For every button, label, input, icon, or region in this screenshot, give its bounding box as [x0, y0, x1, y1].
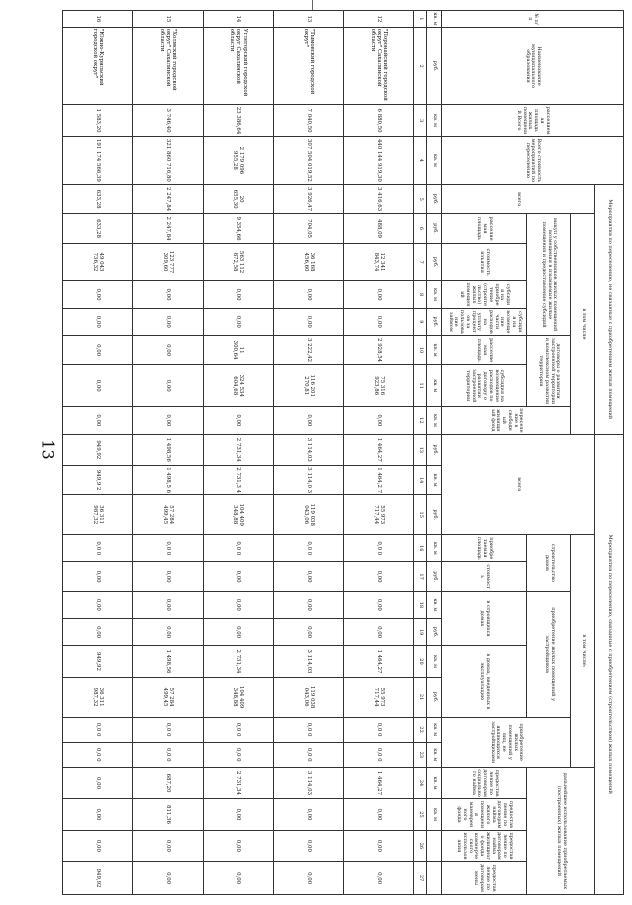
unit-m2: кв. м: [426, 717, 441, 742]
column-number: 13: [414, 434, 426, 465]
cell-c26: 0,00: [133, 830, 203, 861]
cell-c25: 0,00: [344, 799, 414, 830]
cell-c7: 563 112 872,58: [203, 243, 273, 281]
rotated-sheet: [62, 10, 624, 895]
unit-rub: руб.: [426, 619, 441, 646]
municipality-name: Углегорский городской округ Сахалинской области: [203, 27, 273, 105]
cell-c27: 0,00: [133, 862, 203, 895]
unit-m2: кв. м: [426, 646, 441, 677]
cell-c22: 0,0 0: [273, 717, 343, 742]
header-use-commercial: предоставление по договорам найма жилищного фонда коммерческого использования: [441, 830, 526, 861]
cell-c13: 3 114,03: [273, 434, 343, 465]
column-number: 16: [414, 535, 426, 562]
cell-c4: 440 144 919,30: [344, 136, 414, 184]
cell-c23: 0,0 0: [273, 742, 343, 767]
column-numbers-row: [414, 11, 426, 895]
header-contracts: договоры о развитии застроенной территории и комплексном развитии территории: [527, 335, 571, 406]
unit-m2: кв. м: [426, 742, 441, 767]
cell-c19: 0,00: [344, 619, 414, 646]
cell-c12: 0,00: [344, 407, 414, 434]
cell-c11: 324 534 604,68: [203, 365, 273, 407]
column-number: 22: [414, 717, 426, 742]
cell-c8: 0,00: [344, 281, 414, 308]
header-stoim-izyatiya: стоимость изъятия: [441, 243, 526, 281]
column-number: 20: [414, 646, 426, 677]
table-sheet: [62, 10, 624, 895]
cell-c15: 57 284 499,45: [133, 495, 203, 535]
table-row: [133, 11, 203, 895]
column-number: 9: [414, 308, 426, 335]
cell-c21: 36 311 987,32: [63, 677, 133, 717]
cell-c19: 0,00: [133, 619, 203, 646]
cell-c26: 0,00: [63, 830, 133, 861]
header-in-commissioned: в домах, введенных в эксплуатацию: [441, 646, 526, 717]
header-group-a-total: всего: [441, 185, 594, 214]
data-rows: [63, 11, 414, 895]
cell-c14: 1 498,5 6: [133, 465, 203, 494]
column-number: 7: [414, 243, 426, 281]
cell-c7: 49 043 736,32: [63, 243, 133, 281]
column-number: 10: [414, 335, 426, 364]
cell-c5: 20 655,30: [203, 185, 273, 214]
cell-c17: 0,00: [203, 562, 273, 591]
cell-c6: 2 247,84: [133, 214, 203, 243]
column-number: 11: [414, 365, 426, 407]
cell-c21: 55 973 717,44: [344, 677, 414, 717]
header-relocation-fund: переселение в свободный жилищный фонд: [441, 407, 570, 434]
cell-c20: 1 464,27: [344, 646, 414, 677]
cell-c16: 0,0 0: [344, 535, 414, 562]
unit-rub: руб.: [426, 243, 441, 281]
header-group-b: Мероприятия по переселению, связанные с приобретением (строительством) жилых помещений: [595, 434, 624, 894]
cell-c27: 0,00: [203, 862, 273, 895]
cell-c27: 0,00: [344, 862, 414, 895]
column-number: 19: [414, 619, 426, 646]
cell-c18: 0,00: [63, 591, 133, 618]
cell-c16: 0,0 0: [133, 535, 203, 562]
header-group-a-incl: в том числе: [571, 214, 595, 434]
cell-c27: 949,92: [63, 862, 133, 895]
row-number: 13: [273, 11, 343, 28]
cell-c23: 0,0 0: [203, 742, 273, 767]
unit-rub: руб.: [426, 677, 441, 717]
unit-m2: кв. м: [426, 136, 441, 184]
unit-rub: руб.: [426, 495, 441, 535]
cell-c10: 0,00: [133, 335, 203, 364]
cell-c21: 104 409 348,88: [203, 677, 273, 717]
cell-c12: 0,00: [133, 407, 203, 434]
empty-unit-1: [426, 830, 441, 861]
cell-c17: 0,00: [344, 562, 414, 591]
header-group-b-total: всего: [441, 434, 594, 535]
cell-c24: 0,00: [63, 767, 133, 798]
cell-c9: 0,00: [273, 308, 343, 335]
cell-c4: 321 860 716,80: [133, 136, 203, 184]
cell-c12: 0,00: [63, 407, 133, 434]
header-total-area: расселяемая площадь жилых помещений Всего: [441, 105, 623, 136]
cell-c3: 1 583,20: [63, 105, 133, 136]
cell-c11: 0,00: [133, 365, 203, 407]
cell-c17: 0,00: [273, 562, 343, 591]
cell-c9: 0,00: [133, 308, 203, 335]
cell-c23: 0,0 0: [63, 742, 133, 767]
column-number: 5: [414, 185, 426, 214]
cell-c8: 0,00: [133, 281, 203, 308]
cell-c11: 75 316 923,86: [344, 365, 414, 407]
column-number: 25: [414, 799, 426, 830]
cell-c27: 0,00: [273, 862, 343, 895]
cell-c4: 2 179 096 955,28: [203, 136, 273, 184]
cell-c5: 633,28: [63, 185, 133, 214]
cell-c18: 0,00: [344, 591, 414, 618]
cell-c10: 2 928,54: [344, 335, 414, 364]
cell-c13: 1 464,27: [344, 434, 414, 465]
cell-c13: 2 731,34: [203, 434, 273, 465]
header-buyout: выкуп у собственников жилых помещений возмещения в изымаемые жилые помещения и предоставление субсидий: [527, 214, 571, 336]
cell-c7: 36 168 456,60: [273, 243, 343, 281]
table-row: [344, 11, 414, 895]
header-construction: строительство домов: [527, 535, 571, 592]
unit-m2: кв. м: [426, 365, 441, 407]
header-in-built: в строящихся домах: [441, 591, 526, 646]
cell-c17: 0,00: [63, 562, 133, 591]
cell-c17: 0,00: [133, 562, 203, 591]
row-number: 14: [203, 11, 273, 28]
cell-c6: 633,28: [63, 214, 133, 243]
municipality-name: "Холмский городской округ" Сахалинской области: [133, 27, 203, 105]
column-number: 24: [414, 767, 426, 798]
cell-c15: 36 311 987,32: [63, 495, 133, 535]
cell-c20: 3 114,03: [273, 646, 343, 677]
cell-c7: 12 341 843,74: [344, 243, 414, 281]
header-acq-area-construct: приобретаемая площадь: [441, 535, 526, 562]
cell-c25: 0,00: [63, 799, 133, 830]
header-no: № п/п: [441, 11, 623, 28]
cell-c7: 123 777 309,60: [133, 243, 203, 281]
cell-c25: 0,00: [273, 799, 343, 830]
cell-c15: 55 973 717,44: [344, 495, 414, 535]
cell-c21: 57 284 499,45: [133, 677, 203, 717]
unit-m2: кв. м: [426, 465, 441, 494]
cell-c3: 6 880,50: [344, 105, 414, 136]
unit-m2: кв. м: [426, 11, 441, 28]
column-number: 17: [414, 562, 426, 591]
header-from-persons: приобретение жилых помещений у лиц, не являющихся застройщиками: [441, 717, 570, 767]
cell-c10: 3 222,42: [273, 335, 343, 364]
column-number: 1: [414, 11, 426, 28]
unit-m2: кв. м: [426, 407, 441, 434]
cell-c9: 0,00: [63, 308, 133, 335]
header-cost-construct: стоимость: [441, 562, 526, 591]
cell-c15: 104 409 348,88: [203, 495, 273, 535]
cell-c26: 0,00: [203, 830, 273, 861]
cell-c10: 0,00: [63, 335, 133, 364]
column-number: 3: [414, 105, 426, 136]
cell-c18: 0,00: [273, 591, 343, 618]
column-number: 6: [414, 214, 426, 243]
column-number: 23: [414, 742, 426, 767]
cell-c14: 3 114,0 3: [273, 465, 343, 494]
cell-c4: 191 174 566,39: [63, 136, 133, 184]
cell-c9: 0,00: [203, 308, 273, 335]
cell-c13: 949,92: [63, 434, 133, 465]
cell-c21: 119 038 043,06: [273, 677, 343, 717]
unit-m2: кв. м: [426, 105, 441, 136]
cell-c14: 1 464,2 7: [344, 465, 414, 494]
cell-c23: 0,0 0: [344, 742, 414, 767]
cell-c24: 1 464,27: [344, 767, 414, 798]
header-rasel-area-a: расселяемая площадь: [441, 214, 526, 243]
cell-c12: 0,00: [203, 407, 273, 434]
column-number: 2: [414, 27, 426, 105]
header-use-social: предоставление по договорам социального найма: [441, 767, 526, 798]
unit-m2: кв. м: [426, 281, 441, 308]
header-use-fund: предоставление по договорам найма жилого помещения маневренного фонда: [441, 799, 526, 830]
municipality-name: "Южно-Курильский городской округ": [63, 27, 133, 105]
unit-rub: руб.: [426, 562, 441, 591]
unit-rub: руб.: [426, 434, 441, 465]
unit-rub: руб.: [426, 27, 441, 105]
resettlement-table: [62, 10, 624, 895]
cell-c19: 0,00: [273, 619, 343, 646]
header-total-cost: Всего стоимость мероприятий по переселению: [441, 136, 623, 184]
unit-rub: руб.: [426, 185, 441, 214]
cell-c3: 3 746,40: [133, 105, 203, 136]
table-row: [273, 11, 343, 895]
unit-rub: руб.: [426, 308, 441, 335]
cell-c25: 0,00: [203, 799, 273, 830]
cell-c13: 1 498,56: [133, 434, 203, 465]
cell-c4: 307 504 019,52: [273, 136, 343, 184]
cell-c11: 116 201 270,81: [273, 365, 343, 407]
cell-c14: 949,9 2: [63, 465, 133, 494]
cell-c19: 0,00: [203, 619, 273, 646]
cell-c22: 0,0 0: [203, 717, 273, 742]
empty-unit-2: [426, 862, 441, 895]
cell-c5: 3 416,63: [344, 185, 414, 214]
cell-c22: 0,0 0: [133, 717, 203, 742]
row-number: 16: [63, 11, 133, 28]
column-number: 26: [414, 830, 426, 861]
row-number: 12: [344, 11, 414, 28]
header-municipality: Наименование муниципального образования: [441, 27, 623, 105]
column-number: 4: [414, 136, 426, 184]
header-sub-remaining: дальнейшее использование приобретаемых (построенных) жилых помещений: [527, 767, 595, 894]
cell-c6: 9 354,66: [203, 214, 273, 243]
municipality-name: "Поронайский городской округ" Сахалинской области: [344, 27, 414, 105]
scan-mark: [312, 0, 313, 10]
column-number: 8: [414, 281, 426, 308]
unit-m2: кв. м: [426, 591, 441, 618]
header-subsidy-acq: субсидия на приобретение (строительство) жилых помещений: [441, 281, 526, 308]
municipality-name: "Тымовский городской округ": [273, 27, 343, 105]
column-number: 12: [414, 407, 426, 434]
column-number: 18: [414, 591, 426, 618]
cell-c15: 119 038 043,06: [273, 495, 343, 535]
cell-c24: 687,20: [133, 767, 203, 798]
cell-c18: 0,00: [203, 591, 273, 618]
cell-c20: 949,92: [63, 646, 133, 677]
header-subsidy-part: субсидия на возмещение части расходов на уплату процентов за пользование займом: [441, 308, 526, 335]
cell-c16: 0,0 0: [273, 535, 343, 562]
column-number: 21: [414, 677, 426, 717]
header-subsidy-contract: субсидия на возмещение расходов по договору о развитии застроенной территории: [441, 365, 526, 407]
cell-c16: 0,0 0: [203, 535, 273, 562]
cell-c22: 0,0 0: [63, 717, 133, 742]
cell-c23: 0,0 0: [133, 742, 203, 767]
header-acquisition: приобретение жилых помещений у застройщиков: [527, 591, 571, 717]
cell-c6: 488,09: [344, 214, 414, 243]
cell-c14: 2 731,3 4: [203, 465, 273, 494]
unit-rub: руб.: [426, 214, 441, 243]
cell-c26: 0,00: [344, 830, 414, 861]
cell-c3: 7 040,50: [273, 105, 343, 136]
row-number: 15: [133, 11, 203, 28]
header-use-exchange: предоставление по договорам мены: [441, 862, 526, 895]
table-row: [203, 11, 273, 895]
cell-c12: 0,00: [273, 407, 343, 434]
unit-m2: кв. м: [426, 767, 441, 798]
cell-c3: 23 386,64: [203, 105, 273, 136]
column-number: 27: [414, 862, 426, 895]
cell-c24: 3 114,03: [273, 767, 343, 798]
column-number: 14: [414, 465, 426, 494]
cell-c8: 0,00: [63, 281, 133, 308]
header-group-b-incl: в том числе:: [571, 535, 595, 768]
cell-c25: 811,36: [133, 799, 203, 830]
cell-c11: 0,00: [63, 365, 133, 407]
table-row: [63, 11, 133, 895]
cell-c18: 0,00: [133, 591, 203, 618]
cell-c20: 2 731,34: [203, 646, 273, 677]
cell-c26: 0,00: [273, 830, 343, 861]
unit-m2: кв. м: [426, 335, 441, 364]
cell-c8: 0,00: [273, 281, 343, 308]
cell-c5: 2 247,84: [133, 185, 203, 214]
cell-c8: 0,00: [203, 281, 273, 308]
header-rasel-area-c: расселяемая площадь: [441, 335, 526, 364]
header-group-a: Мероприятия по переселению, не связанные с приобретением жилых помещений: [595, 185, 624, 435]
cell-c10: 11 300,64: [203, 335, 273, 364]
cell-c5: 3 926,47: [273, 185, 343, 214]
page-number: 13: [38, 439, 58, 460]
unit-m2: кв. м: [426, 535, 441, 562]
cell-c22: 0,0 0: [344, 717, 414, 742]
cell-c9: 0,00: [344, 308, 414, 335]
cell-c24: 2 731,34: [203, 767, 273, 798]
cell-c16: 0,0 0: [63, 535, 133, 562]
cell-c6: 704,05: [273, 214, 343, 243]
column-number: 15: [414, 495, 426, 535]
cell-c19: 0,00: [63, 619, 133, 646]
unit-m2: кв. м: [426, 799, 441, 830]
cell-c20: 1 498,56: [133, 646, 203, 677]
